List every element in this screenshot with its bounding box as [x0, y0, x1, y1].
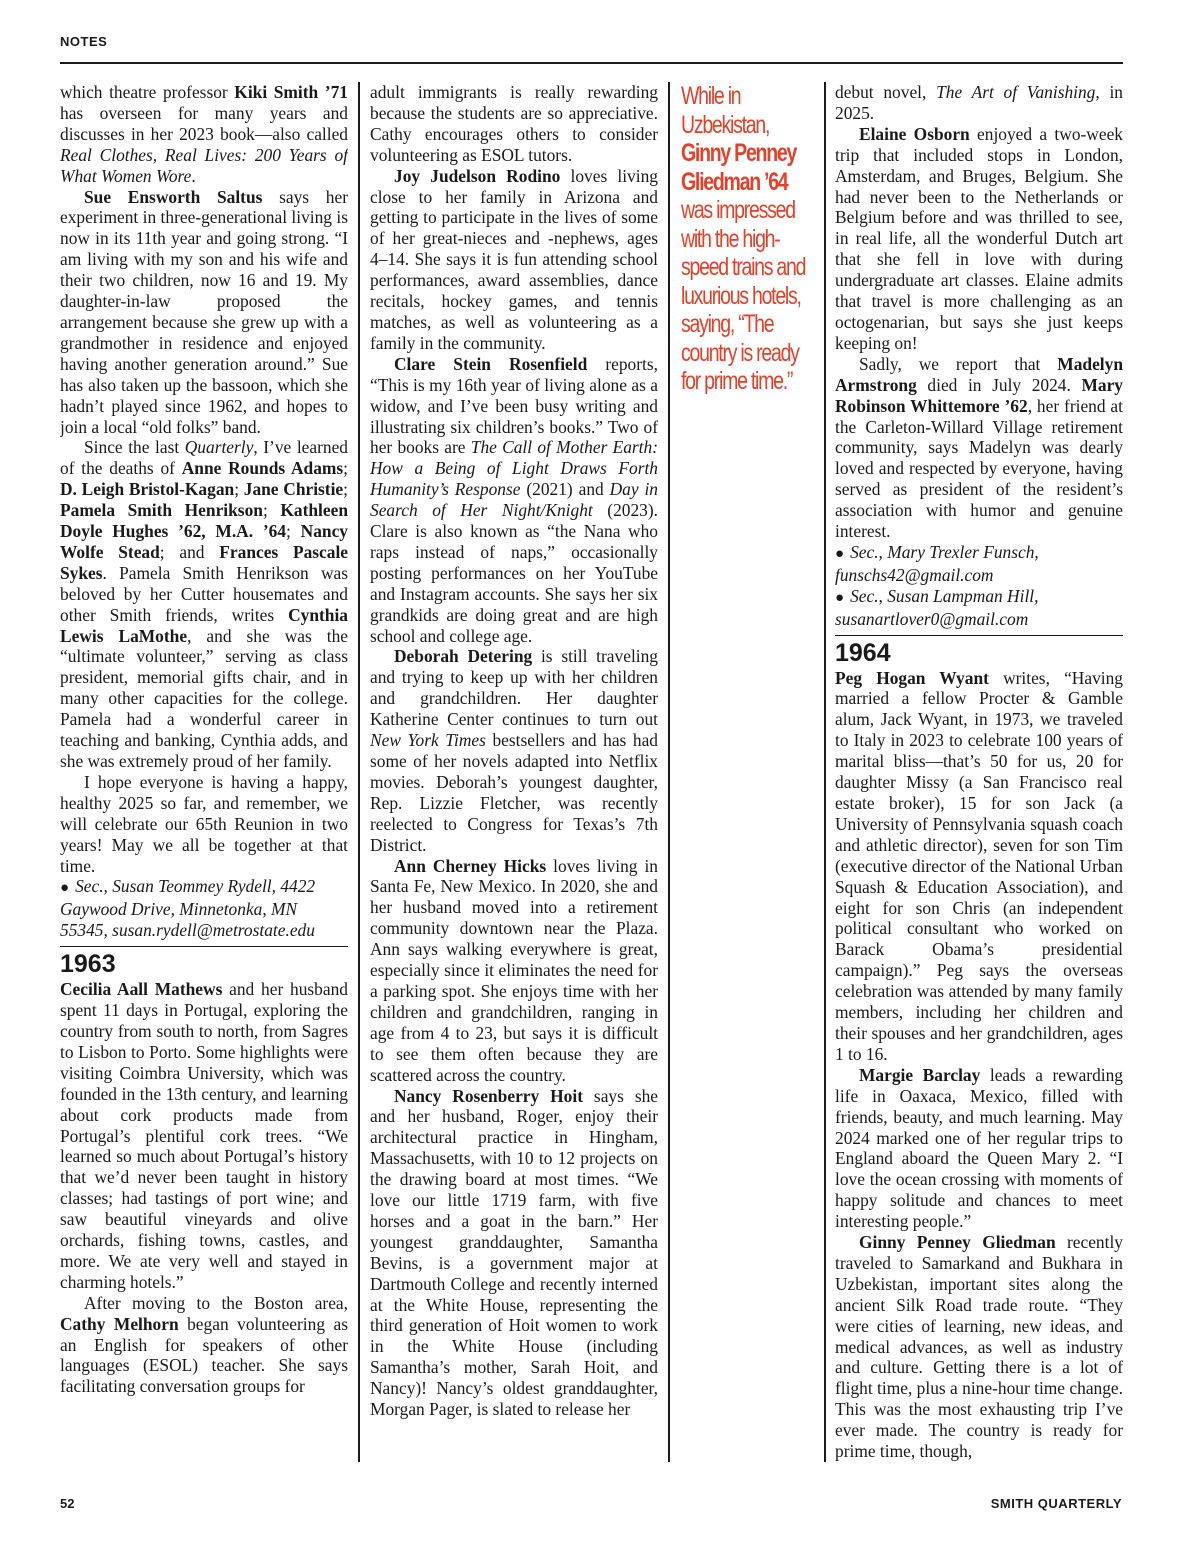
paragraph: Joy Judelson Rodino loves living close to her family in Arizona and getting to participate in the lives of some of her great-nieces and -nephews, ages 4–14. She says it is fun attending school performances, award assemblies, dance recitals, hockey games, and tennis matches, as well as volunteering as a family in the community.	[370, 165, 658, 353]
paragraph: Ginny Penney Gliedman recently traveled to Samarkand and Bukhara in Uzbekistan, important sites along the ancient Silk Road trade route. “They were cities of learning, new ideas, and medical advances, as well as industry and culture. Getting there is a lot of flight time, plus a nine-hour time change. This was the most exhausting trip I’ve ever made. The country is ready for prime time, though,	[835, 1232, 1123, 1462]
class-year-heading: 1963	[60, 946, 348, 979]
bullet-icon: ●	[835, 545, 845, 562]
secretary-contact: ● Sec., Mary Trexler Funsch, funschs42@gmail.com	[835, 541, 1039, 585]
secretary-contact: ● Sec., Susan Lampman Hill, susanartlover0@gmail.com	[835, 585, 1039, 629]
publication-name: SMITH QUARTERLY	[990, 1496, 1122, 1511]
pull-quote-lead: While in Uzbekistan,	[681, 82, 770, 139]
paragraph: Peg Hogan Wyant writes, “Having married a fellow Procter & Gamble alum, Jack Wyant, in 1973, we traveled to Italy in 2023 to celebrate 100 years of marital bliss—that’s 50 for us, 20 for daughter Missy (a San Francisco real estate broker), 15 for son Jack (a University of Pennsylvania squash coach and athletic director), seven for son Tim (executive director of the National Urban Squash & Education Association), and eight for son Chris (an independent political consultant who worked on Barack Obama’s presidential campaign).” Peg says the overseas celebration was attended by many family members, including her children and their spouses and her grandchildren, ages 1 to 16.	[835, 667, 1123, 1064]
column-1	[60, 82, 348, 1472]
column-divider	[358, 82, 360, 1462]
class-year-heading: 1964	[835, 635, 1123, 668]
paragraph: adult immigrants is really rewarding because the students are so appreciative. Cathy encourages others to consider volunteering as ESOL tutors.	[370, 82, 658, 165]
paragraph: I hope everyone is having a happy, healthy 2025 so far, and remember, we will celebrate our 65th Reunion in two years! May we all be together at that time.	[60, 771, 348, 876]
paragraph: Deborah Detering is still traveling and trying to keep up with her children and grandchildren. Her daughter Katherine Center continues to turn out New York Times bestsellers and has had some of her novels adapted into Netflix movies. Deborah’s youngest daughter, Rep. Lizzie Fletcher, was recently reelected to Congress for Texas’s 7th District.	[370, 646, 658, 855]
pull-quote-name: Ginny Penney Gliedman ’64	[681, 139, 797, 196]
column-4	[835, 82, 1123, 1472]
page-number: 52	[60, 1496, 75, 1511]
pull-quote-text: was impressed with the high-speed trains and luxurious hotels, saying, “The country is ready for prime time.”	[681, 196, 806, 395]
paragraph: which theatre professor Kiki Smith ’71 has overseen for many years and discusses in her 2023 book—also called Real Clothes, Real Lives: 200 Years of What Women Wore.	[60, 82, 348, 186]
column-divider	[668, 82, 670, 1462]
bullet-icon: ●	[60, 880, 70, 897]
paragraph: After moving to the Boston area, Cathy Melhorn began volunteering as an English for speakers of other languages (ESOL) teacher. She says facilitating conversation groups for	[60, 1292, 348, 1397]
paragraph: Since the last Quarterly, I’ve learned of the deaths of Anne Rounds Adams; D. Leigh Bristol-Kagan; Jane Christie; Pamela Smith Henrikson; Kathleen Doyle Hughes ’62, M.A. ’64; Nancy Wolfe Stead; and Frances Pascale Sykes. Pamela Smith Henrikson was beloved by her Cutter housemates and other Smith friends, writes Cynthia Lewis LaMothe, and she was the “ultimate volunteer,” serving as class president, memorial gifts chair, and in many other capacities for the college. Pamela had a wonderful career in teaching and banking, Cynthia adds, and she was extremely proud of her family.	[60, 437, 348, 771]
paragraph: Elaine Osborn enjoyed a two-week trip that included stops in London, Amsterdam, and Bruges, Belgium. She had never been to the Netherlands or Belgium before and was thrilled to see, in real life, all the wonderful Dutch art that she fell in love with during undergraduate art classes. Elaine admits that travel is more challenging as an octogenarian, but says she just keeps keeping on!	[835, 123, 1123, 353]
bullet-icon: ●	[835, 589, 845, 606]
header-rule	[60, 62, 1123, 64]
column-2	[370, 82, 658, 1472]
paragraph: debut novel, The Art of Vanishing, in 2025.	[835, 82, 1123, 123]
paragraph: Cecilia Aall Mathews and her husband spent 11 days in Portugal, exploring the country from south to north, from Sagres to Lisbon to Porto. Some highlights were visiting Coimbra University, which was founded in the 13th century, and learning about cork products made from Portugal’s plentiful cork trees. “We learned so much about Portugal’s history that we’d never been taught in history classes; had tastings of port wine; and saw beautiful vineyards and olive orchards, fishing towns, castles, and more. We ate very well and stayed in charming hotels.”	[60, 979, 348, 1292]
paragraph: Clare Stein Rosenfield reports, “This is my 16th year of living alone as a widow, and I’ve been busy writing and illustrating six children’s books.” Two of her books are The Call of Mother Earth: How a Being of Light Draws Forth Humanity’s Response (2021) and Day in Search of Her Night/Knight (2023). Clare is also known as “the Nana who raps instead of naps,” occasionally posting performances on her YouTube and Instagram accounts. She says her six grandkids are doing great and are high school and college age.	[370, 353, 658, 646]
paragraph: Ann Cherney Hicks loves living in Santa Fe, New Mexico. In 2020, she and her husband moved into a retirement community downtown near the Plaza. Ann says walking everywhere is great, especially since it eliminates the need for a parking spot. She enjoys time with her children and grandchildren, ranging in age from 4 to 23, but says it is difficult to see them often because they are scattered across the country.	[370, 855, 658, 1085]
section-label: NOTES	[60, 34, 108, 49]
paragraph: Nancy Rosenberry Hoit says she and her husband, Roger, enjoy their architectural practice in Hingham, Massachusetts, with 10 to 12 projects on the drawing board at most times. “We love our little 1719 farm, with five horses and a goat in the barn.” Her youngest granddaughter, Samantha Bevins, is a government major at Dartmouth College and recently interned at the White House, representing the third generation of Hoit women to work in the White House (including Samantha’s mother, Sarah Hoit, and Nancy)! Nancy’s oldest granddaughter, Morgan Pager, is slated to release her	[370, 1085, 658, 1420]
column-divider	[824, 82, 826, 1462]
paragraph: Sue Ensworth Saltus says her experiment in three-generational living is now in its 11th year and going strong. “I am living with my son and his wife and their two children, now 16 and 19. My daughter-in-law proposed the arrangement because she grew up with a grandmother in residence and enjoyed having another generation around.” Sue has also taken up the bassoon, which she hadn’t played since 1962, and hopes to join a local “old folks” band.	[60, 186, 348, 437]
paragraph: Sadly, we report that Madelyn Armstrong died in July 2024. Mary Robinson Whittemore ’62, her friend at the Carleton-Willard Village retirement community, says Madelyn was dearly loved and respected by everyone, having served as president of the resident’s association with humor and genuine interest.	[835, 353, 1123, 542]
secretary-contact: ● Sec., Susan Teommey Rydell, 4422 Gaywood Drive, Minnetonka, MN 55345, susan.rydell@metrostate.edu	[60, 876, 316, 941]
paragraph: Margie Barclay leads a rewarding life in Oaxaca, Mexico, filled with friends, beauty, and much learning. May 2024 marked one of her regular trips to England aboard the Queen Mary 2. “I love the ocean crossing with moments of happy solitude and chances to meet interesting people.”	[835, 1064, 1123, 1232]
pull-quote	[681, 82, 818, 396]
